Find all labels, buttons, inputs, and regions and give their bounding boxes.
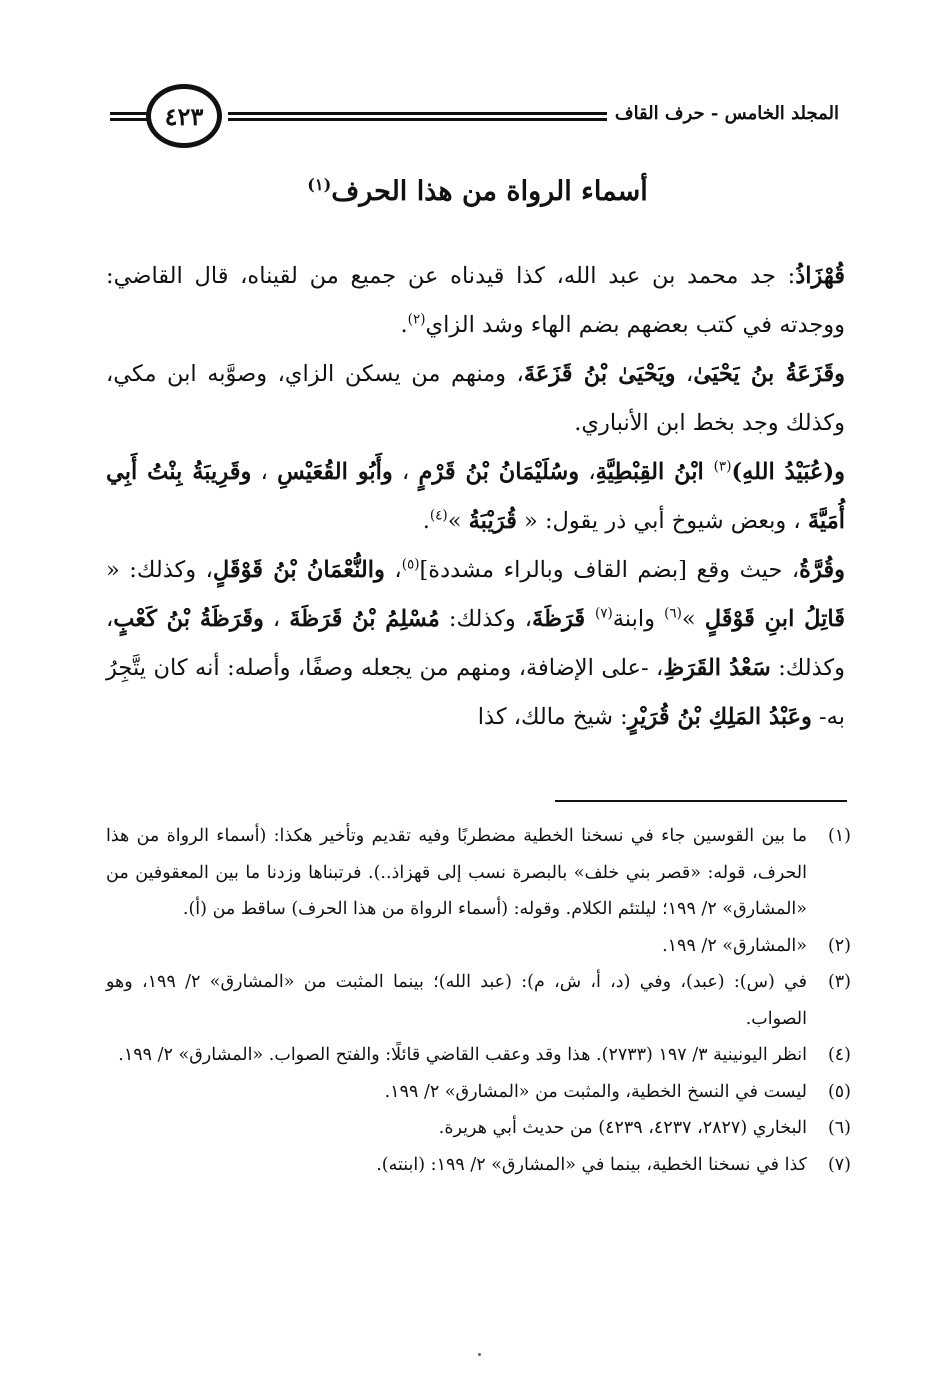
page-number: ٤٢٣ [164, 101, 204, 131]
entry-term: و(عُبَيْدُ اللهِ) [731, 459, 845, 485]
entry-term: وقَزَعَةُ بنُ يَحْيَىٰ [693, 361, 845, 387]
entry-term: ويَحْيَىٰ بْنُ قَزَعَةَ [523, 361, 676, 387]
entry-text: ، ومنهم من يسكن الزاي، وصوَّبه ابن مكي، وكذلك وجد بخط ابن الأنباري. [106, 361, 845, 436]
section-title [110, 176, 845, 207]
footnote-ref: (٢) [407, 311, 426, 328]
entry-text: ، [579, 459, 596, 485]
entry-term: وسُلَيْمَانُ بْنُ قَرْمٍ [418, 459, 580, 485]
entry-text: ، -على الإضافة، ومنهم من يجعله وصفًا، وأصله: أنه كان يتَّجِرُ به- [106, 655, 845, 730]
footnote-ref: (٥) [401, 556, 420, 573]
footnote-5 [106, 1074, 851, 1111]
entry-term: وقُرَّةُ [799, 557, 845, 583]
footnote-3 [106, 964, 851, 1037]
entry-text: : جد محمد بن عبد الله، كذا قيدناه عن جميع من لقيناه، قال القاضي: ووجدته في كتب بعضهم بضم الهاء وشد الزاي [106, 263, 845, 338]
footnote-separator [555, 800, 847, 802]
footnote-number: (٥) [827, 1081, 851, 1102]
running-title: المجلد الخامس - حرف القاف [607, 103, 847, 124]
footnote-number: (٤) [827, 1045, 851, 1065]
entry-term: قَرَظَةَ [532, 606, 595, 632]
footnote-number: (١) [827, 826, 851, 846]
entry-term: قُهْزَاذُ [795, 263, 845, 289]
entry-text: ، [251, 459, 278, 485]
footnote-text: ما بين القوسين جاء في نسخنا الخطية مضطربًا وفيه تقديم وتأخير هكذا: (أسماء الرواة من هذا الحرف، قوله: «قصر بني خلف» بالبصرة نسب إلى قهزاذ..). فرتبناها وزدنا ما بين المعقوفين من «المشارق» ٢/ ١٩٩؛ ليلتئم الكلام. وقوله: (أسماء الرواة من هذا الحرف) ساقط من (أ). [106, 826, 807, 919]
footnote-text: ليست في النسخ الخطية، والمثبت من «المشارق» ٢/ ١٩٩. [384, 1081, 807, 1102]
footnote-text: البخاري (٢٨٢٧، ٤٢٣٧، ٤٢٣٩) من حديث أبي هريرة. [438, 1118, 807, 1138]
footnote-ref: (٧) [594, 605, 613, 622]
scan-speck [478, 1353, 481, 1356]
entry-text: » [447, 508, 469, 534]
entry-term: وعَبْدُ المَلِكِ بْنُ قُرَيْرٍ [627, 704, 812, 730]
footnote-6 [106, 1110, 851, 1147]
entry-term: قُرَيْبَةُ [468, 508, 517, 534]
footnote-ref: (٤) [429, 507, 448, 524]
entry-text: ، [384, 557, 402, 583]
footnotes [106, 818, 851, 1183]
entry-text: ، [263, 606, 290, 632]
entry-text: ، حيث وقع [بضم القاف وبالراء مشددة] [419, 557, 800, 583]
entry-text: ، وبعض شيوخ أبي ذر يقول: « [516, 508, 808, 534]
footnote-1 [106, 818, 851, 928]
entry-text: ، [675, 361, 694, 387]
entry-term: والنُّعْمَانُ بْنُ قَوْقَلٍ [212, 557, 385, 583]
entry-text: . [422, 508, 430, 534]
page-number-badge [146, 84, 222, 148]
footnote-text: «المشارق» ٢/ ١٩٩. [662, 935, 807, 956]
entry-term: وقَرَظَةُ بْنُ كَعْبٍ [113, 606, 264, 632]
entry-term: مُسْلِمُ بْنُ قَرَظَةَ [289, 606, 440, 632]
footnote-number: (٣) [827, 972, 851, 992]
section-title-text: أسماء الرواة من هذا الحرف [331, 176, 648, 207]
entry-text: وابنة [612, 606, 665, 632]
entry-text: ، وكذلك: [439, 606, 533, 632]
footnote-ref: (٦) [664, 605, 682, 622]
entry-text: ، [392, 459, 419, 485]
paragraph-2 [106, 350, 845, 448]
entry-term: سَعْدُ القَرَظِ [663, 655, 771, 681]
footnote-text: انظر اليونينية ٣/ ١٩٧ (٢٧٣٣). هذا وقد وعقب القاضي قائلًا: والفتح الصواب. «المشارق» ٢/ ١٩٩. [118, 1045, 807, 1065]
footnote-ref: (١) [307, 175, 332, 194]
paragraph-3 [106, 448, 845, 546]
entry-term: ابْنُ القِبْطِيَّةِ [595, 459, 714, 485]
footnote-number: (٧) [827, 1154, 851, 1175]
entry-text: : شيخ مالك، كذا [477, 704, 628, 730]
footnote-number: (٢) [827, 935, 851, 956]
footnote-4 [106, 1037, 851, 1074]
entry-text: ، وكذلك: « [106, 557, 213, 583]
footnote-7 [106, 1147, 851, 1184]
entry-term: وأَبُو القُعَيْسِ [277, 459, 393, 485]
footnote-ref: (٣) [713, 458, 732, 475]
footnote-2 [106, 928, 851, 965]
paragraph-1 [106, 252, 845, 350]
entry-term: وقَرِيبَةُ بِنْتُ أَبِي أُمَيَّةَ [106, 459, 845, 534]
entry-text: » [681, 606, 705, 632]
entry-term: قَاتِلُ ابنِ قَوْقَلٍ [704, 606, 845, 632]
footnote-text: كذا في نسخنا الخطية، بينما في «المشارق» ٢/ ١٩٩: (ابنته). [376, 1154, 807, 1175]
main-text [106, 252, 845, 742]
footnote-text: في (س): (عبد)، وفي (د، أ، ش، م): (عبد الله)؛ بينما المثبت من «المشارق» ٢/ ١٩٩، وهو الصواب. [106, 972, 808, 1029]
footnote-number: (٦) [827, 1118, 851, 1138]
entry-text: . [400, 312, 408, 338]
entry-text: ، وكذلك: [106, 606, 845, 681]
paragraph-4 [106, 546, 845, 742]
